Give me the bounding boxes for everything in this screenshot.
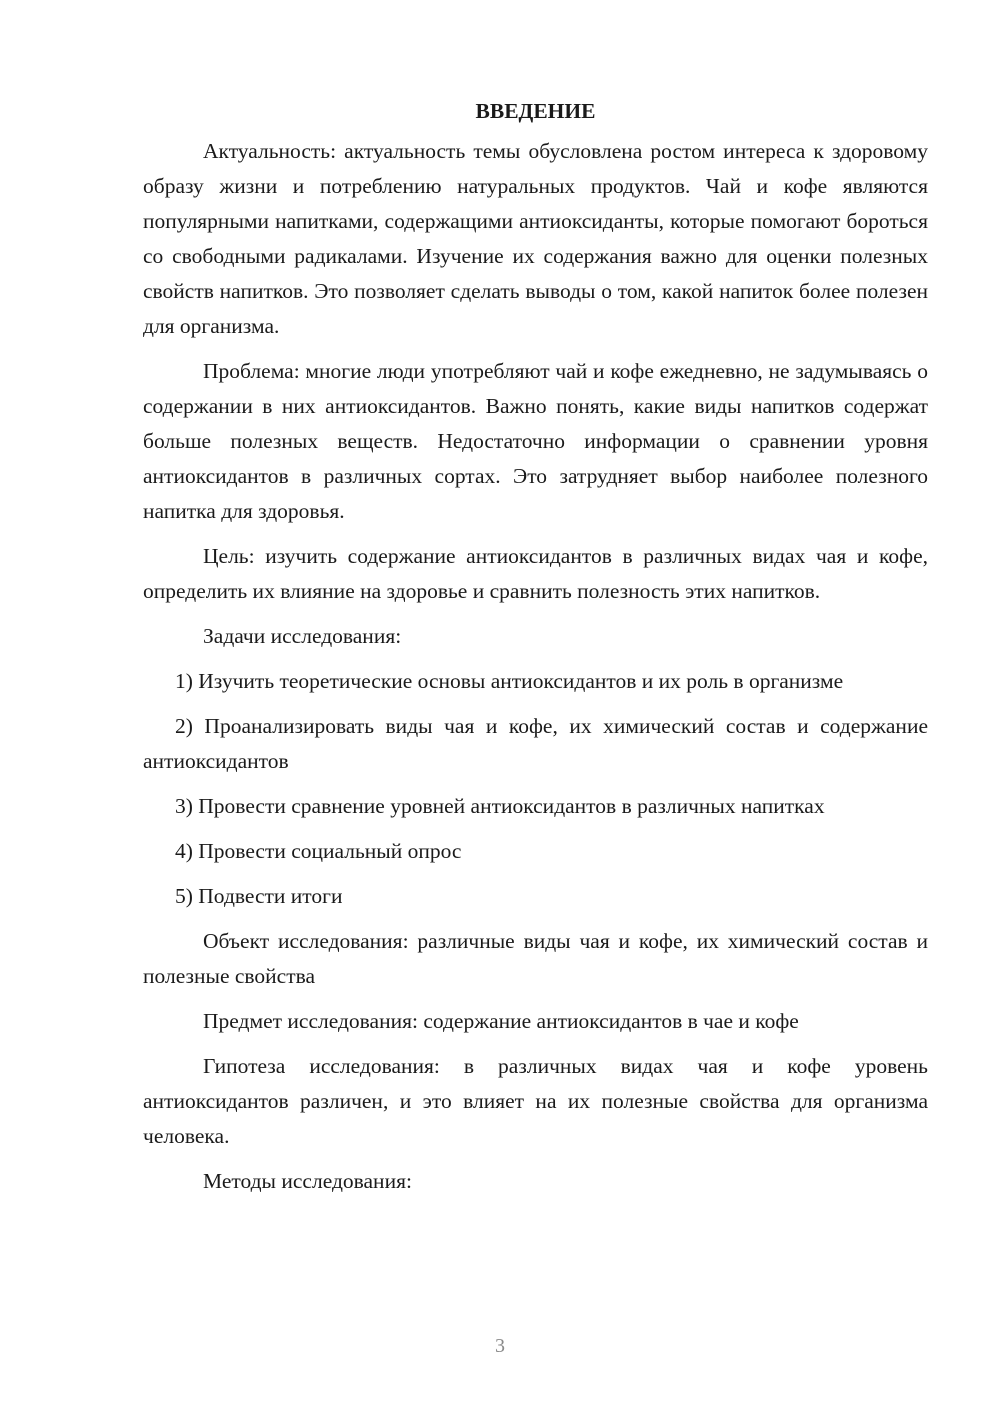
- task-item-4: 4) Провести социальный опрос: [175, 839, 462, 863]
- object-paragraph: Объект исследования: различные виды чая и кофе, их химический состав и полезные свойства: [143, 929, 928, 988]
- task-item-3: 3) Провести сравнение уровней антиоксидантов в различных напитках: [175, 794, 825, 818]
- problem-paragraph: Проблема: многие люди употребляют чай и кофе ежедневно, не задумываясь о содержании в них антиоксидантов. Важно понять, какие виды напитков содержат больше полезных веществ. Недостаточно информации о сравнении уровня антиоксидантов в различных сортах. Это затрудняет выбор наиболее полезного напитка для здоровья.: [143, 359, 928, 523]
- task-item-2: 2) Проанализировать виды чая и кофе, их химический состав и содержание антиоксидантов: [143, 714, 928, 773]
- page-number: 3: [495, 1335, 505, 1357]
- relevance-paragraph: Актуальность: актуальность темы обусловлена ростом интереса к здоровому образу жизни и потреблению натуральных продуктов. Чай и кофе являются популярными напитками, содержащими антиоксиданты, которые помогают бороться со свободными радикалами. Изучение их содержания важно для оценки полезных свойств напитков. Это позволяет сделать выводы о том, какой напиток более полезен для организма.: [143, 139, 928, 338]
- task-item-1: 1) Изучить теоретические основы антиоксидантов и их роль в организме: [175, 669, 844, 693]
- task-item-5: 5) Подвести итоги: [175, 884, 343, 908]
- goal-paragraph: Цель: изучить содержание антиоксидантов в различных видах чая и кофе, определить их влияние на здоровье и сравнить полезность этих напитков.: [143, 544, 928, 603]
- section-heading: ВВЕДЕНИЕ: [475, 99, 596, 123]
- methods-heading: Методы исследования:: [203, 1169, 412, 1193]
- document-page: [143, 94, 928, 1209]
- tasks-heading: Задачи исследования:: [203, 624, 402, 648]
- hypothesis-paragraph: Гипотеза исследования: в различных видах чая и кофе уровень антиоксидантов различен, и это влияет на их полезные свойства для организма человека.: [143, 1054, 928, 1148]
- subject-paragraph: Предмет исследования: содержание антиоксидантов в чае и кофе: [203, 1009, 799, 1033]
